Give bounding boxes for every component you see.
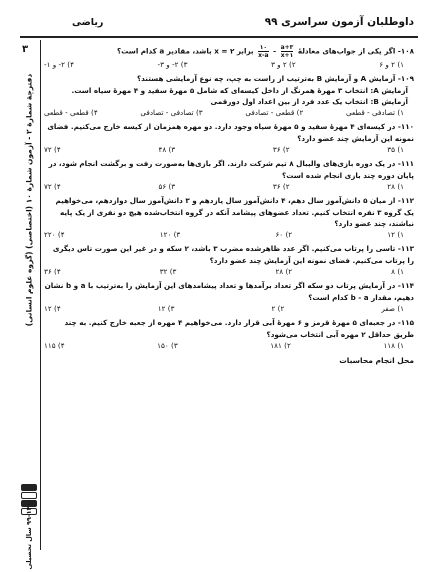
question-115: ۱۱۵- در جعبه‌ای ۵ مهرهٔ قرمز و ۶ مهرهٔ آبی قرار دارد. می‌خواهیم ۴ مهره از جعبه خارج کنیم. به چند طریق حداقل ۲ مهره آبی انتخاب می‌شود؟ (64, 318, 414, 339)
option[interactable]: ۱) ۸ (391, 267, 404, 277)
option[interactable]: ۲) قطعی - تصادفی (245, 108, 304, 118)
question-111: ۱۱۱- در یک دوره بازی‌های والیبال ۸ تیم شرکت دارند. اگر بازی‌ها به‌صورت رفت و برگشت انجام شود، در پایان دوره چند بازی انجام شده است؟ (48, 159, 414, 180)
option[interactable]: ۳) تصادفی - تصادفی (140, 108, 203, 118)
options-114 (44, 303, 414, 314)
option[interactable]: ۱) ۲ و ۶ (379, 60, 404, 69)
page-number: ۳ (22, 44, 29, 55)
option[interactable]: ۱) تصادفی - قطعی (346, 108, 404, 118)
page-header (20, 10, 418, 38)
question-108 (44, 44, 414, 59)
header-subject: ریاضی (72, 17, 104, 28)
fraction: $\frac{a+۳}{x+۱}$ (280, 44, 294, 59)
option[interactable]: ۱) ۲۸ (387, 181, 404, 191)
option[interactable]: ۱) ۱۲ (387, 230, 404, 240)
option[interactable]: ۳) ۱۲ (157, 303, 175, 313)
options-115 (44, 340, 414, 351)
option[interactable]: ۴) ۷۲ (44, 181, 61, 191)
question-110: ۱۱۰- در کیسه‌ای ۴ مهرهٔ سفید و ۵ مهرهٔ سیاه وجود دارد. دو مهره همزمان از کیسه خارج می‌کنیم. فضای نمونه این آزمایش چند عضو دارد؟ (47, 122, 414, 143)
option[interactable]: ۳) ۳۲ (159, 267, 177, 277)
option[interactable]: ۲) ۶۰ (275, 230, 293, 240)
side-strip (18, 40, 41, 570)
school-year-label: ۹۹-۱۴۰۰ سال تحصیلی (25, 498, 33, 570)
option[interactable]: ۲) ۳۶ (272, 181, 290, 191)
option[interactable]: ۴) ۱۲ (44, 303, 61, 313)
question-112: ۱۱۲- از میان ۵ دانش‌آموز سال دهم، ۴ دانش‌آموز سال یازدهم و ۳ دانش‌آموز سال دوازدهم، می‌خواهیم یک گروه ۳ نفره انتخاب کنیم. تعداد عضوهای پیشامد آنکه در گروه انتخاب‌شده هیچ دو نفری از یک پایه نباشند، چند عضو دارد؟ (55, 196, 414, 228)
option[interactable]: ۳) ۴۸ (158, 145, 176, 155)
question-109: ۱۰۹- آزمایش A و آزمایش B به‌ترتیب از راست به چپ، چه نوع آزمایشی هستند؟ (136, 74, 414, 84)
options-111 (44, 181, 414, 192)
options-110 (44, 144, 414, 155)
header-rule (20, 36, 418, 38)
option[interactable]: ۳) ۵۶ (158, 181, 176, 191)
options-109 (44, 107, 414, 118)
sub-statement-a: آزمایش A: انتخاب ۳ مهرهٔ همرنگ از داخل کیسه‌ای که شامل ۵ مهرهٔ سفید و ۴ مهرهٔ سیاه است. (71, 85, 408, 95)
option[interactable]: ۴) ۳۶ (44, 267, 61, 277)
option[interactable]: ۲) ۲ (271, 303, 285, 313)
option[interactable]: ۴) ۲- و ۱- (44, 60, 74, 69)
option[interactable]: ۳) ۱۲۰ (159, 230, 181, 240)
calculation-area-label: محل انجام محاسبات (339, 356, 414, 366)
options-112 (44, 229, 414, 240)
options-113 (44, 266, 414, 277)
questions-area (44, 44, 414, 374)
options-108 (44, 59, 414, 70)
option[interactable]: ۲) ۱۸۱ (270, 340, 291, 350)
option[interactable]: ۴) ۲۲۰ (44, 230, 65, 240)
question-114: ۱۱۴- در آزمایش پرتاب دو سکه اگر تعداد برآمدها و تعداد پیشامدهای این آزمایش را به‌ترتیب با a و b نشان دهیم، مقدار b - a کدام است؟ (44, 281, 414, 302)
fraction: $\frac{۱۰}{x-a}$ (258, 44, 269, 59)
question-113: ۱۱۳- تاسی را پرتاب می‌کنیم. اگر عدد ظاهرشده مضرب ۳ باشد، ۲ سکه و در غیر این صورت تاس دیگری را پرتاب می‌کنیم. فضای نمونه این آزمایش چند عضو دارد؟ (52, 244, 414, 265)
option[interactable]: ۴) قطعی - قطعی (44, 108, 98, 118)
option[interactable]: ۳) ۲- و ۳- (157, 60, 188, 69)
option[interactable]: ۴) ۱۱۵ (44, 340, 65, 350)
question-stem-cont: برابر ۲ = x باشد، مقادیر a کدام است؟ (116, 46, 254, 56)
option[interactable]: ۲) ۲۸ (275, 267, 293, 277)
option[interactable]: ۲) ۳۶ (272, 145, 290, 155)
option[interactable]: ۳) ۱۵۰ (157, 340, 178, 350)
header-title: داوطلبان آزمون سراسری ۹۹ (264, 16, 414, 28)
sub-statement-b: آزمایش B: انتخاب یک عدد فرد از بین اعداد اول دورقمی (210, 96, 408, 106)
option[interactable]: ۱) صفر (381, 303, 404, 313)
option[interactable]: ۱) ۱۱۸ (383, 340, 404, 350)
booklet-label: دفترچهٔ شمارهٔ ۲ - آزمون شمارهٔ ۱۰ (اختصاصی) (گروه علوم انسانی) (24, 73, 34, 327)
minus-sign: - (273, 46, 277, 56)
option[interactable]: ۲) ۲ و ۳ (270, 60, 296, 69)
question-stem: ۱۰۸- اگر یکی از جواب‌های معادلهٔ (297, 46, 414, 56)
option[interactable]: ۴) ۷۲ (44, 145, 61, 155)
option[interactable]: ۱) ۳۵ (387, 145, 404, 155)
